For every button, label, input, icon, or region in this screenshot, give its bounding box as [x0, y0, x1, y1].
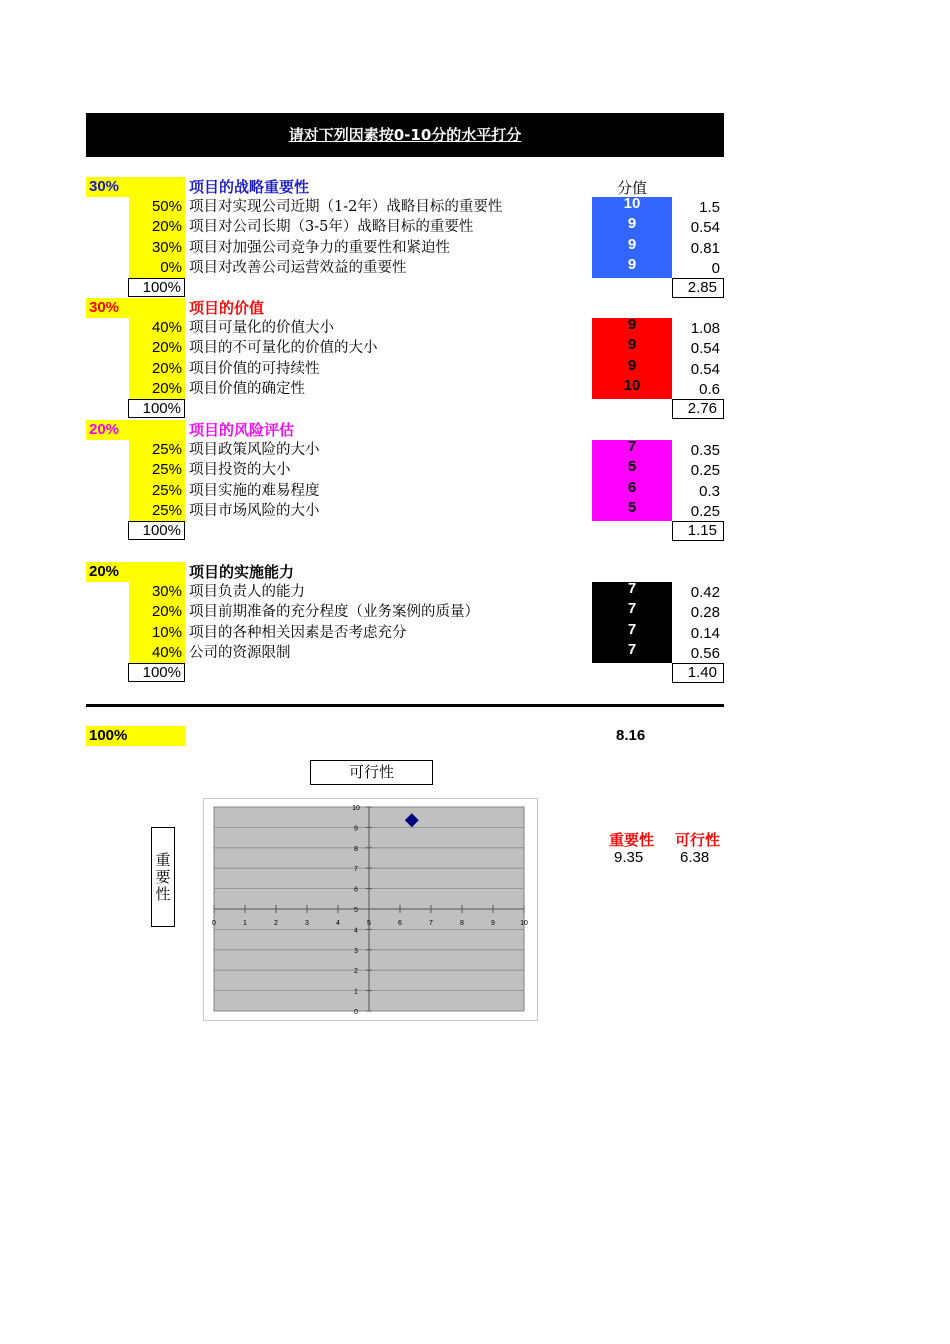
item-label: 项目前期准备的充分程度（业务案例的质量）	[189, 604, 479, 621]
item-weighted-value: 0.25	[690, 502, 720, 520]
item-weight: 25%	[151, 461, 182, 479]
scatter-chart	[203, 798, 538, 1021]
divider	[86, 704, 724, 707]
y-tick-label: 5	[354, 907, 358, 914]
item-score: 7	[627, 580, 637, 597]
item-weighted-value: 0.54	[690, 340, 720, 358]
item-weight: 20%	[151, 603, 182, 621]
x-tick-label: 10	[520, 920, 528, 927]
item-score: 5	[627, 498, 637, 516]
section-total-pct: 100%	[128, 663, 185, 682]
y-tick-label: 1	[354, 988, 358, 996]
item-label: 项目价值的确定性	[189, 380, 305, 397]
item-weight: 0%	[160, 258, 182, 276]
grand-total-pct: 100%	[86, 726, 185, 746]
item-score: 7	[627, 620, 637, 638]
section-total-pct: 100%	[128, 521, 185, 540]
y-tick-label: 7	[354, 866, 358, 874]
x-axis-label: 可行性	[310, 760, 433, 785]
item-label: 项目对实现公司近期（1-2年）战略目标的重要性	[189, 199, 503, 215]
section-weight: 20%	[86, 562, 185, 582]
importance-label: 重要性	[609, 831, 655, 849]
x-tick-label: 0	[212, 920, 216, 927]
item-label: 项目的各种相关因素是否考虑充分	[189, 624, 407, 641]
section-title: 项目的战略重要性	[189, 178, 310, 196]
y-tick-label: 8	[354, 845, 358, 853]
item-weight: 20%	[151, 218, 182, 236]
item-weight: 25%	[151, 441, 182, 458]
item-score: 9	[627, 316, 637, 333]
section-subtotal: 2.76	[672, 399, 724, 419]
x-tick-label: 8	[460, 920, 464, 927]
item-weighted-value: 0.54	[690, 360, 720, 378]
item-weighted-value: 1.5	[699, 199, 720, 216]
item-score: 7	[627, 438, 637, 455]
importance-value: 9.35	[614, 849, 644, 866]
item-weighted-value: 0.35	[690, 442, 720, 459]
item-score: 10	[623, 376, 641, 394]
section-weight: 30%	[86, 298, 185, 318]
item-score: 6	[627, 478, 637, 496]
item-weighted-value: 1.08	[690, 320, 720, 337]
item-weight: 50%	[151, 198, 182, 215]
y-tick-label: 0	[354, 1009, 358, 1016]
item-weighted-value: 0.25	[690, 462, 720, 480]
item-weight: 30%	[151, 583, 182, 600]
item-weighted-value: 0.3	[699, 482, 720, 500]
section-weight: 30%	[86, 177, 185, 197]
item-weighted-value: 0.81	[690, 239, 720, 257]
section-title: 项目的价值	[189, 299, 265, 317]
item-weight: 20%	[151, 359, 182, 377]
y-axis-label: 重要性	[153, 851, 172, 903]
item-label: 项目价值的可持续性	[189, 360, 320, 377]
x-tick-label: 5	[367, 920, 371, 927]
x-tick-label: 1	[243, 920, 247, 927]
x-tick-label: 6	[398, 920, 402, 927]
feasibility-value: 6.38	[680, 849, 710, 866]
section-weight: 20%	[86, 420, 185, 440]
item-weighted-value: 0.6	[699, 380, 720, 398]
item-weight: 40%	[151, 319, 182, 336]
item-weighted-value: 0.42	[690, 584, 720, 601]
item-score: 9	[627, 215, 637, 233]
y-tick-label: 3	[354, 947, 358, 955]
item-label: 项目实施的难易程度	[189, 482, 320, 499]
item-score: 9	[627, 336, 637, 354]
chart-svg	[204, 799, 537, 1020]
item-label: 项目政策风险的大小	[189, 442, 320, 458]
item-score: 9	[627, 255, 637, 273]
y-tick-label: 9	[354, 825, 358, 833]
page-title: 请对下列因素按0-10分的水平打分	[288, 126, 522, 144]
section-subtotal: 1.40	[672, 663, 724, 683]
item-score: 7	[627, 600, 637, 618]
item-label: 项目可量化的价值大小	[189, 320, 334, 336]
y-axis-label-box	[151, 827, 175, 927]
score-header: 分值	[617, 179, 648, 197]
item-label: 项目负责人的能力	[189, 584, 305, 600]
section-total-pct: 100%	[128, 278, 185, 297]
item-weight: 20%	[151, 339, 182, 357]
item-label: 公司的资源限制	[189, 644, 291, 661]
x-tick-label: 3	[305, 920, 309, 927]
x-tick-label: 2	[274, 920, 278, 927]
section-total-pct: 100%	[128, 399, 185, 418]
y-tick-label: 2	[354, 968, 358, 976]
title-banner	[86, 113, 724, 157]
y-tick-label: 10	[352, 805, 360, 812]
section-subtotal: 1.15	[672, 521, 724, 541]
y-tick-label: 6	[354, 886, 358, 894]
item-weighted-value: 0.14	[690, 624, 720, 642]
item-label: 项目投资的大小	[189, 462, 291, 479]
item-weight: 20%	[151, 379, 182, 397]
x-tick-label: 4	[336, 920, 340, 927]
item-score: 5	[627, 458, 637, 476]
item-label: 项目对加强公司竞争力的重要性和紧迫性	[189, 239, 450, 256]
item-score: 7	[627, 640, 637, 658]
item-label: 项目对改善公司运营效益的重要性	[189, 259, 407, 276]
section-title: 项目的实施能力	[189, 563, 295, 581]
grand-total-score: 8.16	[616, 727, 646, 744]
item-weight: 25%	[151, 481, 182, 499]
item-weighted-value: 0	[711, 259, 720, 277]
item-weighted-value: 0.56	[690, 644, 720, 662]
item-weight: 10%	[151, 623, 182, 641]
item-label: 项目对公司长期（3-5年）战略目标的重要性	[189, 219, 474, 236]
item-score: 9	[627, 356, 637, 374]
section-title: 项目的风险评估	[189, 421, 295, 439]
item-weighted-value: 0.28	[690, 604, 720, 622]
item-weighted-value: 0.54	[690, 219, 720, 237]
item-label: 项目市场风险的大小	[189, 502, 320, 519]
x-tick-label: 7	[429, 920, 433, 927]
item-label: 项目的不可量化的价值的大小	[189, 340, 378, 357]
feasibility-label: 可行性	[675, 831, 721, 849]
item-weight: 25%	[151, 501, 182, 519]
x-tick-label: 9	[491, 920, 495, 927]
item-weight: 40%	[151, 643, 182, 661]
item-score: 10	[623, 195, 641, 212]
item-weight: 30%	[151, 238, 182, 256]
item-score: 9	[627, 235, 637, 253]
section-subtotal: 2.85	[672, 278, 724, 298]
y-tick-label: 4	[354, 927, 358, 935]
